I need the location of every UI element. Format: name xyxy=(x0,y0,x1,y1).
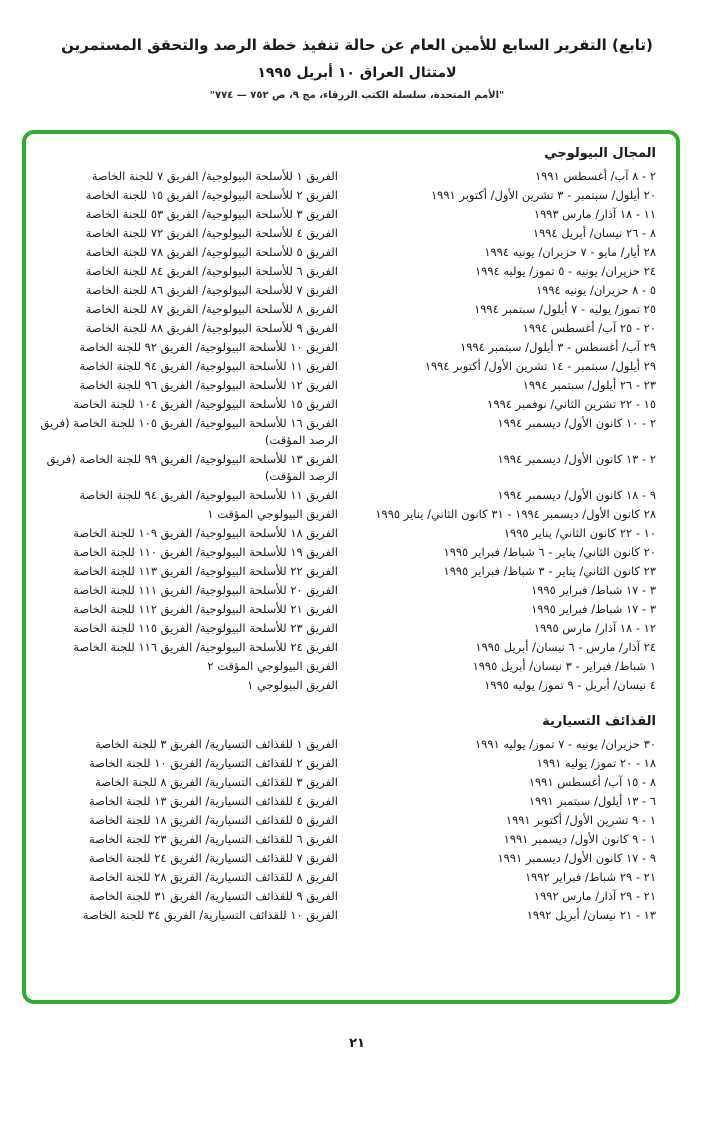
inspection-date: ٩ - ١٧ كانون الأول/ ديسمبر ١٩٩١ xyxy=(497,851,656,865)
inspection-team: الفريق ١٥ للأسلحة البيولوجية/ الفريق ١٠٤ للجنة الخاصة xyxy=(73,397,338,411)
inspection-team: الفريق ٢٢ للأسلحة البيولوجية/ الفريق ١١٣ للجنة الخاصة xyxy=(73,564,338,578)
inspection-date: ٢٣ - ٢٦ أيلول/ سبتمبر ١٩٩٤ xyxy=(522,378,656,392)
report-title-line2: لامتثال العراق ١٠ أبريل ١٩٩٥ xyxy=(257,65,457,81)
inspection-team: الفريق ٩ للقذائف التسيارية/ الفريق ٣١ للجنة الخاصة xyxy=(88,889,338,903)
inspection-team: الفريق ٧ للأسلحة البيولوجية/ الفريق ٨٦ للجنة الخاصة xyxy=(85,283,338,297)
table-row xyxy=(40,415,656,449)
table-row xyxy=(40,812,656,829)
table-row xyxy=(40,339,656,356)
table-row xyxy=(40,658,656,675)
inspection-section xyxy=(40,146,656,694)
inspection-date: ٣ - ١٧ شباط/ فبراير ١٩٩٥ xyxy=(531,602,656,616)
inspection-date: ٢٣ كانون الثاني/ يناير - ٣ شباط/ فبراير ١٩٩٥ xyxy=(443,564,656,578)
table-row xyxy=(40,320,656,337)
inspection-date: ١١ - ١٨ آذار/ مارس ١٩٩٣ xyxy=(533,207,656,221)
inspection-team: الفريق ١ للأسلحة البيولوجية/ الفريق ٧ للجنة الخاصة xyxy=(91,169,338,183)
inspection-date: ١ - ٩ تشرين الأول/ أكتوبر ١٩٩١ xyxy=(505,813,656,827)
table-row xyxy=(40,755,656,772)
table-row xyxy=(40,850,656,867)
inspection-date: ١ - ٩ كانون الأول/ ديسمبر ١٩٩١ xyxy=(503,832,656,846)
inspection-date: ٢٠ أيلول/ سبتمبر - ٣ تشرين الأول/ أكتوبر ١٩٩١ xyxy=(431,188,656,202)
inspection-date: ١٠ - ٢٢ كانون الثاني/ يناير ١٩٩٥ xyxy=(503,526,656,540)
table-row xyxy=(40,563,656,580)
inspection-date: ٨ - ١٥ آب/ أغسطس ١٩٩١ xyxy=(528,775,656,789)
inspection-date: ٢٨ أيار/ مايو - ٧ حزيران/ يونيه ١٩٩٤ xyxy=(484,245,656,259)
inspection-team: الفريق ٣ للقذائف التسيارية/ الفريق ٨ للجنة الخاصة xyxy=(95,775,338,789)
inspection-date: ٢٩ آب/ أغسطس - ٣ أيلول/ سبتمبر ١٩٩٤ xyxy=(460,340,656,354)
table-row xyxy=(40,736,656,753)
inspection-date: ٢ - ١٠ كانون الأول/ ديسمبر ١٩٩٤ xyxy=(497,416,656,430)
table-row xyxy=(40,869,656,886)
inspection-date: ١٣ - ٢١ نيسان/ أبريل ١٩٩٢ xyxy=(526,908,656,922)
inspection-team: الفريق ١١ للأسلحة البيولوجية/ الفريق ٩٤ للجنة الخاصة xyxy=(79,359,338,373)
source-citation: "الأمم المتحدة، سلسلة الكتب الزرقاء، مج ٩، ص ٧٥٢ — ٧٧٤" xyxy=(209,90,505,101)
inspection-team: الفريق ٤ للأسلحة البيولوجية/ الفريق ٧٢ للجنة الخاصة xyxy=(85,226,338,240)
inspection-team: الفريق ٢١ للأسلحة البيولوجية/ الفريق ١١٢ للجنة الخاصة xyxy=(73,602,338,616)
table-row xyxy=(40,601,656,618)
table-row xyxy=(40,620,656,637)
inspection-date: ٢٠ كانون الثاني/ يناير - ٦ شباط/ فبراير ١٩٩٥ xyxy=(443,545,656,559)
inspection-date: ٣٠ حزيران/ يونيه - ٧ تموز/ يوليه ١٩٩١ xyxy=(475,737,656,751)
report-title-line1: (تابع) التقرير السابع للأمين العام عن حالة تنفيذ خطة الرصد والتحقق المستمرين xyxy=(61,36,653,54)
inspection-team: الفريق ٥ للأسلحة البيولوجية/ الفريق ٧٨ للجنة الخاصة xyxy=(85,245,338,259)
inspection-date: ٢ - ١٣ كانون الأول/ ديسمبر ١٩٩٤ xyxy=(497,452,656,466)
section-title: القذائف التسيارية xyxy=(542,714,656,729)
inspection-date: ٣ - ١٧ شباط/ فبراير ١٩٩٥ xyxy=(531,583,656,597)
inspection-date: ٨ - ٢٦ نيسان/ أبريل ١٩٩٤ xyxy=(532,226,656,240)
inspection-team: الفريق البيولوجي المؤقت ١ xyxy=(207,507,338,521)
inspection-date: ١٥ - ٢٢ تشرين الثاني/ نوفمبر ١٩٩٤ xyxy=(487,397,656,411)
table-row xyxy=(40,263,656,280)
inspection-date: ٥ - ٨ حزيران/ يونيه ١٩٩٤ xyxy=(535,283,656,297)
inspection-date: ١ شباط/ فبراير - ٣ نيسان/ أبريل ١٩٩٥ xyxy=(472,659,656,673)
table-row xyxy=(40,206,656,223)
table-row xyxy=(40,396,656,413)
table-row xyxy=(40,377,656,394)
table-row xyxy=(40,888,656,905)
section-rows xyxy=(40,736,656,924)
inspection-team: الفريق ٢ للأسلحة البيولوجية/ الفريق ١٥ للجنة الخاصة xyxy=(85,188,338,202)
inspection-team: الفريق ١٨ للأسلحة البيولوجية/ الفريق ١٠٩ للجنة الخاصة xyxy=(73,526,338,540)
inspection-date: ٢٥ تموز/ يوليه - ٧ أيلول/ سبتمبر ١٩٩٤ xyxy=(474,302,656,316)
inspection-team: الفريق ٥ للقذائف التسيارية/ الفريق ١٨ للجنة الخاصة xyxy=(88,813,338,827)
inspection-section xyxy=(40,714,656,924)
inspection-date: ٢١ - ٢٩ آذار/ مارس ١٩٩٢ xyxy=(533,889,656,903)
inspection-date: ٢ - ٨ آب/ أغسطس ١٩٩١ xyxy=(535,169,656,183)
inspection-date: ٢٨ كانون الأول/ ديسمبر ١٩٩٤ - ٣١ كانون الثاني/ يناير ١٩٩٥ xyxy=(375,507,656,521)
inspection-team: الفريق ١٩ للأسلحة البيولوجية/ الفريق ١١٠ للجنة الخاصة xyxy=(73,545,338,559)
inspection-team: الفريق ٦ للقذائف التسيارية/ الفريق ٢٣ للجنة الخاصة xyxy=(88,832,338,846)
table-row xyxy=(40,677,656,694)
inspection-team: الفريق ١ للقذائف التسيارية/ الفريق ٣ للجنة الخاصة xyxy=(95,737,338,751)
table-row xyxy=(40,506,656,523)
table-row xyxy=(40,225,656,242)
table-row xyxy=(40,244,656,261)
inspection-team: الفريق البيولوجي المؤقت ٢ xyxy=(207,659,338,673)
inspection-team: الفريق ١٣ للأسلحة البيولوجية/ الفريق ٩٩ للجنة الخاصة (فريق الرصد المؤقت) xyxy=(46,452,338,483)
table-row xyxy=(40,187,656,204)
table-row xyxy=(40,582,656,599)
inspection-date: ٩ - ١٨ كانون الأول/ ديسمبر ١٩٩٤ xyxy=(497,488,656,502)
inspection-team: الفريق ٢٠ للأسلحة البيولوجية/ الفريق ١١١ للجنة الخاصة xyxy=(73,583,338,597)
inspection-date: ٤ نيسان/ أبريل - ٩ تموز/ يوليه ١٩٩٥ xyxy=(484,678,656,692)
inspection-team: الفريق ٩ للأسلحة البيولوجية/ الفريق ٨٨ للجنة الخاصة xyxy=(85,321,338,335)
inspection-team: الفريق ١٠ للقذائف التسيارية/ الفريق ٣٤ للجنة الخاصة xyxy=(82,908,338,922)
inspection-date: ٢٤ حزيران/ يونيه - ٥ تموز/ يوليه ١٩٩٤ xyxy=(475,264,656,278)
table-row xyxy=(40,525,656,542)
inspection-date: ٢٠ - ٢٥ آب/ أغسطس ١٩٩٤ xyxy=(522,321,656,335)
section-title: المجال البيولوجي xyxy=(544,146,656,161)
table-row xyxy=(40,544,656,561)
inspection-team: الفريق ١٠ للأسلحة البيولوجية/ الفريق ٩٢ للجنة الخاصة xyxy=(79,340,338,354)
inspection-team: الفريق ٨ للقذائف التسيارية/ الفريق ٢٨ للجنة الخاصة xyxy=(88,870,338,884)
page-header xyxy=(0,0,714,101)
inspection-date: ١٨ - ٢٠ تموز/ يوليه ١٩٩١ xyxy=(536,756,656,770)
inspection-team: الفريق ٧ للقذائف التسيارية/ الفريق ٢٤ للجنة الخاصة xyxy=(88,851,338,865)
table-row xyxy=(40,639,656,656)
table-row xyxy=(40,487,656,504)
sections xyxy=(40,146,656,924)
inspection-date: ٢٤ آذار/ مارس - ٦ نيسان/ أبريل ١٩٩٥ xyxy=(475,640,656,654)
content-frame xyxy=(22,130,680,1004)
table-row xyxy=(40,451,656,485)
table-row xyxy=(40,358,656,375)
table-row xyxy=(40,831,656,848)
inspection-team: الفريق ١٢ للأسلحة البيولوجية/ الفريق ٩٦ للجنة الخاصة xyxy=(79,378,338,392)
inspection-team: الفريق ٣ للأسلحة البيولوجية/ الفريق ٥٣ للجنة الخاصة xyxy=(85,207,338,221)
table-row xyxy=(40,301,656,318)
inspection-team: الفريق ٢٤ للأسلحة البيولوجية/ الفريق ١١٦ للجنة الخاصة xyxy=(73,640,338,654)
inspection-date: ١٢ - ١٨ آذار/ مارس ١٩٩٥ xyxy=(533,621,656,635)
inspection-team: الفريق البيولوجي ١ xyxy=(247,678,338,692)
section-rows xyxy=(40,168,656,694)
table-row xyxy=(40,168,656,185)
inspection-date: ٢٩ أيلول/ سبتمبر - ١٤ تشرين الأول/ أكتوبر ١٩٩٤ xyxy=(424,359,656,373)
table-row xyxy=(40,282,656,299)
inspection-team: الفريق ٤ للقذائف التسيارية/ الفريق ١٣ للجنة الخاصة xyxy=(88,794,338,808)
inspection-date: ٢١ - ٢٩ شباط/ فبراير ١٩٩٢ xyxy=(524,870,656,884)
inspection-team: الفريق ١٦ للأسلحة البيولوجية/ الفريق ١٠٥ للجنة الخاصة (فريق الرصد المؤقت) xyxy=(40,416,338,447)
page-number: ٢١ xyxy=(349,1036,365,1051)
inspection-date: ٦ - ١٣ أيلول/ سبتمبر ١٩٩١ xyxy=(528,794,656,808)
table-row xyxy=(40,774,656,791)
table-row xyxy=(40,907,656,924)
inspection-team: الفريق ١١ للأسلحة البيولوجية/ الفريق ٩٤ للجنة الخاصة xyxy=(79,488,338,502)
inspection-team: الفريق ٦ للأسلحة البيولوجية/ الفريق ٨٤ للجنة الخاصة xyxy=(85,264,338,278)
inspection-team: الفريق ٢ للقذائف التسيارية/ الفريق ١٠ للجنة الخاصة xyxy=(88,756,338,770)
inspection-team: الفريق ٢٣ للأسلحة البيولوجية/ الفريق ١١٥ للجنة الخاصة xyxy=(73,621,338,635)
inspection-team: الفريق ٨ للأسلحة البيولوجية/ الفريق ٨٧ للجنة الخاصة xyxy=(85,302,338,316)
table-row xyxy=(40,793,656,810)
